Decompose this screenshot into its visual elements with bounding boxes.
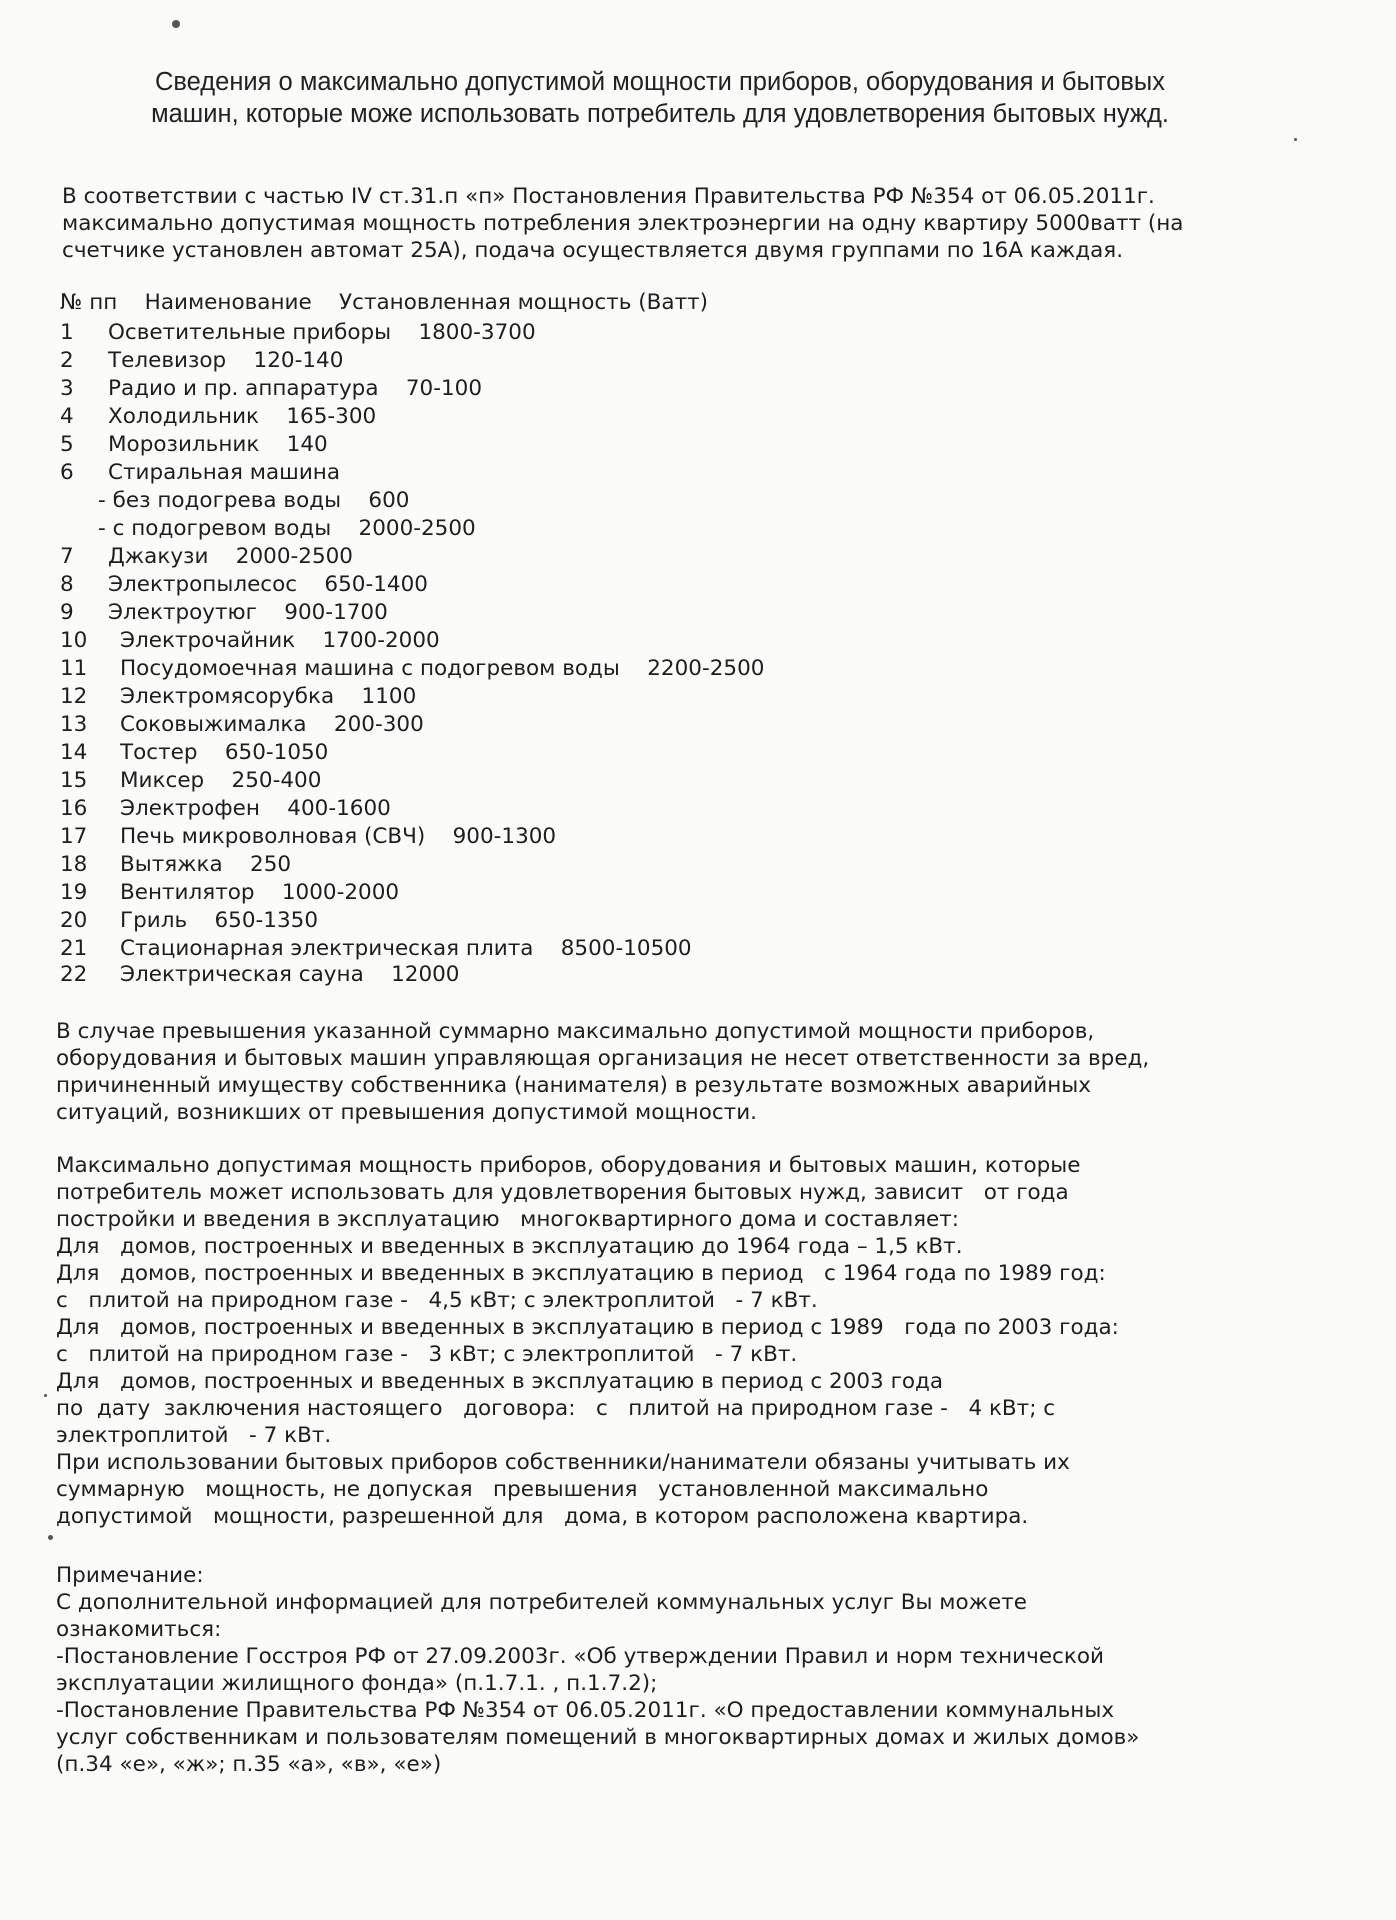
row-number: 18 <box>60 852 88 877</box>
row-text: Стиральная машина <box>108 460 341 485</box>
row-text: Печь микроволновая (СВЧ) 900-1300 <box>120 824 557 849</box>
intro-paragraph <box>62 183 1362 264</box>
scan-speck <box>48 1535 53 1540</box>
row-text: Гриль 650-1350 <box>120 908 318 933</box>
title-line: машин, которые може использовать потребитель для удовлетворения бытовых нужд. <box>151 100 1169 128</box>
row-number: 3 <box>60 376 74 401</box>
row-number: 5 <box>60 432 74 457</box>
row-text: Вытяжка 250 <box>120 852 292 877</box>
note-line: ознакомиться: <box>56 1617 222 1642</box>
row-number: 16 <box>60 796 88 821</box>
row-text: Электромясорубка 1100 <box>120 684 417 709</box>
row-number: 4 <box>60 404 74 429</box>
row-text: Джакузи 2000-2500 <box>108 544 353 569</box>
note-paragraph <box>56 1562 1376 1778</box>
row-text: Электрофен 400-1600 <box>120 796 391 821</box>
intro-line: В соответствии с частью IV ст.31.п «п» Постановления Правительства РФ №354 от 06.05.2011г. <box>62 184 1155 209</box>
intro-line: счетчике установлен автомат 25А), подача осуществляется двумя группами по 16А каждая. <box>62 238 1124 263</box>
max-power-line: Максимально допустимая мощность приборов, оборудования и бытовых машин, которые <box>56 1153 1081 1178</box>
note-line: услуг собственникам и пользователям помещений в многоквартирных домах и жилых домов» <box>56 1725 1140 1750</box>
note-line: (п.34 «е», «ж»; п.35 «а», «в», «е») <box>56 1752 442 1777</box>
scan-speck <box>44 1394 47 1397</box>
row-number: 11 <box>60 656 88 681</box>
power-table-header: № пп Наименование Установленная мощность (Ватт) <box>60 290 709 315</box>
row-text: Электроутюг 900-1700 <box>108 600 388 625</box>
scan-speck <box>1294 138 1297 141</box>
row-number: 19 <box>60 880 88 905</box>
warning-line: ситуаций, возникших от превышения допустимой мощности. <box>56 1100 758 1125</box>
row-text: Радио и пр. аппаратура 70-100 <box>108 376 482 401</box>
row-text: Холодильник 165-300 <box>108 404 377 429</box>
row-number: 14 <box>60 740 88 765</box>
row-text: - с подогревом воды 2000-2500 <box>98 516 476 541</box>
row-text: Осветительные приборы 1800-3700 <box>108 320 536 345</box>
max-power-line: Для домов, построенных и введенных в эксплуатацию до 1964 года – 1,5 кВт. <box>56 1234 963 1259</box>
row-text: Электропылесос 650-1400 <box>108 572 428 597</box>
row-text: Посудомоечная машина с подогревом воды 2200-2500 <box>120 656 765 681</box>
warning-line: причиненный имуществу собственника (нанимателя) в результате возможных аварийных <box>56 1073 1091 1098</box>
warning-line: В случае превышения указанной суммарно максимально допустимой мощности приборов, <box>56 1019 1095 1044</box>
row-text: Телевизор 120-140 <box>108 348 344 373</box>
max-power-line: по дату заключения настоящего договора: с плитой на природном газе - 4 кВт; с <box>56 1396 1056 1421</box>
max-power-line: Для домов, построенных и введенных в эксплуатацию в период с 2003 года <box>56 1369 944 1394</box>
max-power-line: электроплитой - 7 кВт. <box>56 1423 332 1448</box>
note-line: Примечание: <box>56 1563 204 1588</box>
row-number: 9 <box>60 600 74 625</box>
max-power-line: постройки и введения в эксплуатацию многоквартирного дома и составляет: <box>56 1207 959 1232</box>
row-number: 6 <box>60 460 74 485</box>
row-text: Морозильник 140 <box>108 432 328 457</box>
row-number: 1 <box>60 320 74 345</box>
row-text: Соковыжималка 200-300 <box>120 712 424 737</box>
document-title <box>90 66 1230 130</box>
row-number: 21 <box>60 936 88 961</box>
max-power-line: суммарную мощность, не допуская превышения установленной максимально <box>56 1477 989 1502</box>
row-text: Стационарная электрическая плита 8500-10500 <box>120 936 692 961</box>
row-text: - без подогрева воды 600 <box>98 488 410 513</box>
row-text: Тостер 650-1050 <box>120 740 329 765</box>
max-power-line: с плитой на природном газе - 4,5 кВт; с электроплитой - 7 кВт. <box>56 1288 818 1313</box>
row-number: 17 <box>60 824 88 849</box>
max-power-line: с плитой на природном газе - 3 кВт; с электроплитой - 7 кВт. <box>56 1342 798 1367</box>
row-number: 10 <box>60 628 88 653</box>
warning-paragraph <box>56 1018 1376 1126</box>
note-line: С дополнительной информацией для потребителей коммунальных услуг Вы можете <box>56 1590 1027 1615</box>
title-line: Сведения о максимально допустимой мощности приборов, оборудования и бытовых <box>154 68 1166 96</box>
max-power-line: Для домов, построенных и введенных в эксплуатацию в период с 1989 года по 2003 года: <box>56 1315 1119 1340</box>
max-power-line: Для домов, построенных и введенных в эксплуатацию в период с 1964 года по 1989 год: <box>56 1261 1106 1286</box>
row-number: 12 <box>60 684 88 709</box>
note-line: -Постановление Правительства РФ №354 от 06.05.2011г. «О предоставлении коммунальных <box>56 1698 1115 1723</box>
row-number: 7 <box>60 544 74 569</box>
max-power-paragraph <box>56 1152 1376 1530</box>
note-line: эксплуатации жилищного фонда» (п.1.7.1. , п.1.7.2); <box>56 1671 658 1696</box>
max-power-line: При использовании бытовых приборов собственники/наниматели обязаны учитывать их <box>56 1450 1070 1475</box>
row-text: Миксер 250-400 <box>120 768 322 793</box>
scan-speck <box>172 20 180 28</box>
row-text: Вентилятор 1000-2000 <box>120 880 400 905</box>
row-number: 2 <box>60 348 74 373</box>
row-number: 13 <box>60 712 88 737</box>
row-number: 22 <box>60 962 88 987</box>
row-text: Электрическая сауна 12000 <box>120 962 460 987</box>
max-power-line: потребитель может использовать для удовлетворения бытовых нужд, зависит от года <box>56 1180 1069 1205</box>
warning-line: оборудования и бытовых машин управляющая организация не несет ответственности за вред, <box>56 1046 1150 1071</box>
row-number: 20 <box>60 908 88 933</box>
note-line: -Постановление Госстроя РФ от 27.09.2003г. «Об утверждении Правил и норм технической <box>56 1644 1104 1669</box>
intro-line: максимально допустимая мощность потребления электроэнергии на одну квартиру 5000ватт (на <box>62 211 1184 236</box>
row-text: Электрочайник 1700-2000 <box>120 628 440 653</box>
row-number: 8 <box>60 572 74 597</box>
row-number: 15 <box>60 768 88 793</box>
max-power-line: допустимой мощности, разрешенной для дома, в котором расположена квартира. <box>56 1504 1029 1529</box>
